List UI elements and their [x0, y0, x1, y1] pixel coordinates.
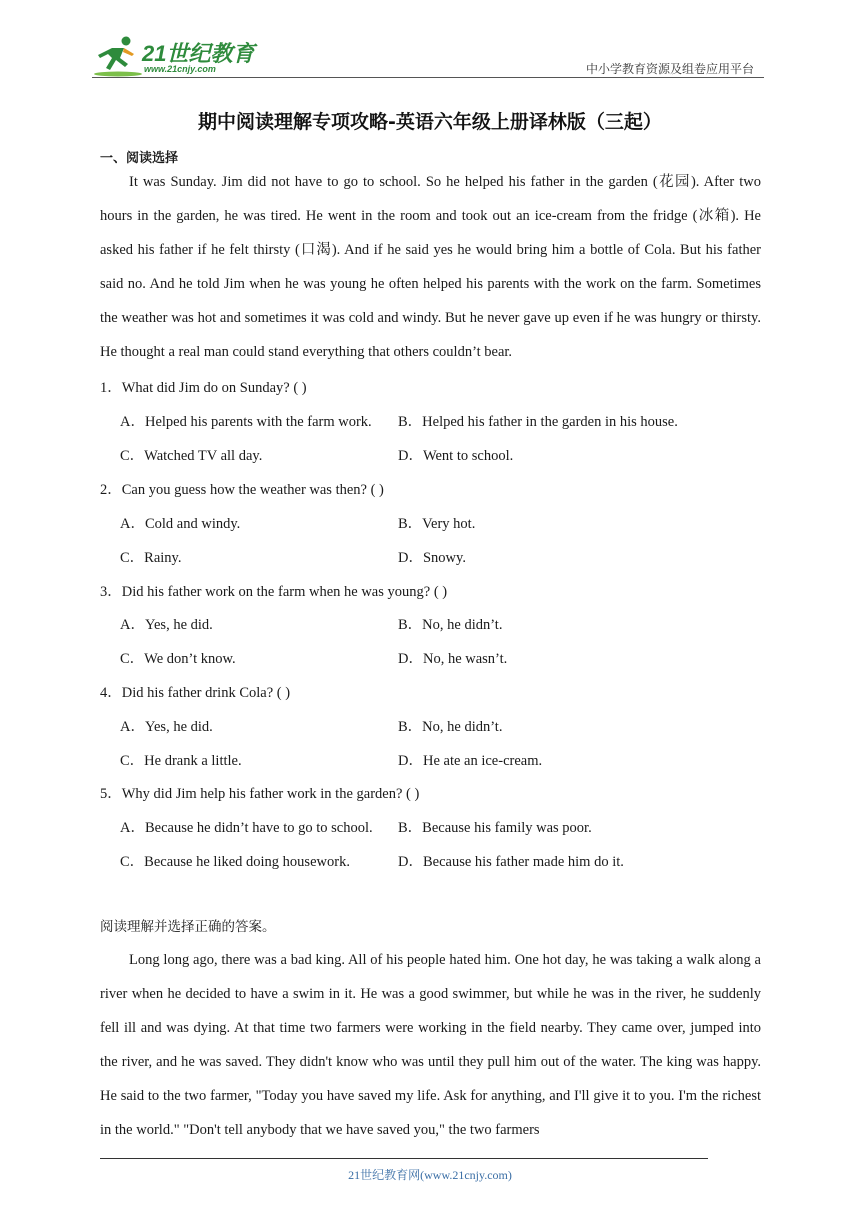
reading-passage-1	[100, 165, 761, 369]
question-5: 5．Why did Jim help his father work in the garden? ( )	[100, 786, 420, 802]
q4-option-b[interactable]: B．No, he didn’t.	[398, 719, 503, 735]
q4-option-c[interactable]: C．He drank a little.	[120, 753, 242, 769]
q1-option-c[interactable]: C．Watched TV all day.	[120, 448, 263, 464]
reading-passage-2	[100, 943, 761, 1147]
q2-option-d[interactable]: D．Snowy.	[398, 550, 466, 566]
q2-option-a[interactable]: A．Cold and windy.	[120, 516, 241, 532]
q4-option-d[interactable]: D．He ate an ice-cream.	[398, 753, 543, 769]
q4-option-a[interactable]: A．Yes, he did.	[120, 719, 213, 735]
question-4: 4．Did his father drink Cola? ( )	[100, 685, 291, 701]
q1-option-a[interactable]: A．Helped his parents with the farm work.	[120, 414, 372, 430]
q3-option-a[interactable]: A．Yes, he did.	[120, 617, 213, 633]
q1-option-b[interactable]: B．Helped his father in the garden in his house.	[398, 414, 678, 430]
section-heading: 一、阅读选择	[100, 151, 179, 166]
passage-text: It was Sunday. Jim did not have to go to school. So he helped his father in the garden (花园). After two hours in the garden, he was tired. He went in the room and took out an ice-cream from the fridge (冰箱). He asked his father if he felt thirsty (口渴). And if he said yes he would bring him a bottle of Cola. But his father said no. And he told Jim when he was young he often helped his parents with the work on the farm. Sometimes the weather was hot and sometimes it was cold and windy. But he never gave up even if he was hungry or thirsty. He thought a real man could stand everything that others couldn’t bear.	[100, 174, 761, 360]
question-3: 3．Did his father work on the farm when he was young? ( )	[100, 584, 448, 600]
logo-url: www.21cnjy.com	[144, 64, 216, 74]
question-2: 2．Can you guess how the weather was then? ( )	[100, 482, 384, 498]
q5-option-a[interactable]: A．Because he didn’t have to go to school.	[120, 820, 373, 836]
question-1: 1．What did Jim do on Sunday? ( )	[100, 380, 307, 396]
passage-text: Long long ago, there was a bad king. All of his people hated him. One hot day, he was taking a walk along a river when he decided to have a swim in it. He was a good swimmer, but while he was in the river, he suddenly fell ill and was dying. At that time two farmers were working in the field nearby. They came over, jumped into the river, and he was saved. They didn't know who was until they pull him out of the water. The king was happy. He said to the two farmer, "Today you have saved my life. Ask for anything, and I'll give it to you. I'm the richest in the world." "Don't tell anybody that we have saved you," the two farmers	[100, 952, 761, 1138]
footer-link[interactable]: 21世纪教育网(www.21cnjy.com)	[348, 1168, 512, 1182]
page-title: 期中阅读理解专项攻略-英语六年级上册译林版（三起）	[198, 111, 662, 133]
site-logo[interactable]	[92, 34, 262, 78]
q2-option-c[interactable]: C．Rainy.	[120, 550, 182, 566]
q5-option-d[interactable]: D．Because his father made him do it.	[398, 854, 624, 870]
q5-option-b[interactable]: B．Because his family was poor.	[398, 820, 592, 836]
section-2-intro: 阅读理解并选择正确的答案。	[100, 919, 276, 935]
footer-divider	[100, 1158, 708, 1159]
q3-option-c[interactable]: C．We don’t know.	[120, 651, 236, 667]
q5-option-c[interactable]: C．Because he liked doing housework.	[120, 854, 350, 870]
header-divider	[92, 77, 764, 78]
q1-option-d[interactable]: D．Went to school.	[398, 448, 514, 464]
q3-option-b[interactable]: B．No, he didn’t.	[398, 617, 503, 633]
q2-option-b[interactable]: B．Very hot.	[398, 516, 476, 532]
platform-label: 中小学教育资源及组卷应用平台	[585, 62, 754, 76]
page-header	[92, 34, 760, 78]
runner-logo-icon	[92, 34, 142, 78]
logo-text: 21世纪教育	[142, 41, 255, 66]
q3-option-d[interactable]: D．No, he wasn’t.	[398, 651, 508, 667]
